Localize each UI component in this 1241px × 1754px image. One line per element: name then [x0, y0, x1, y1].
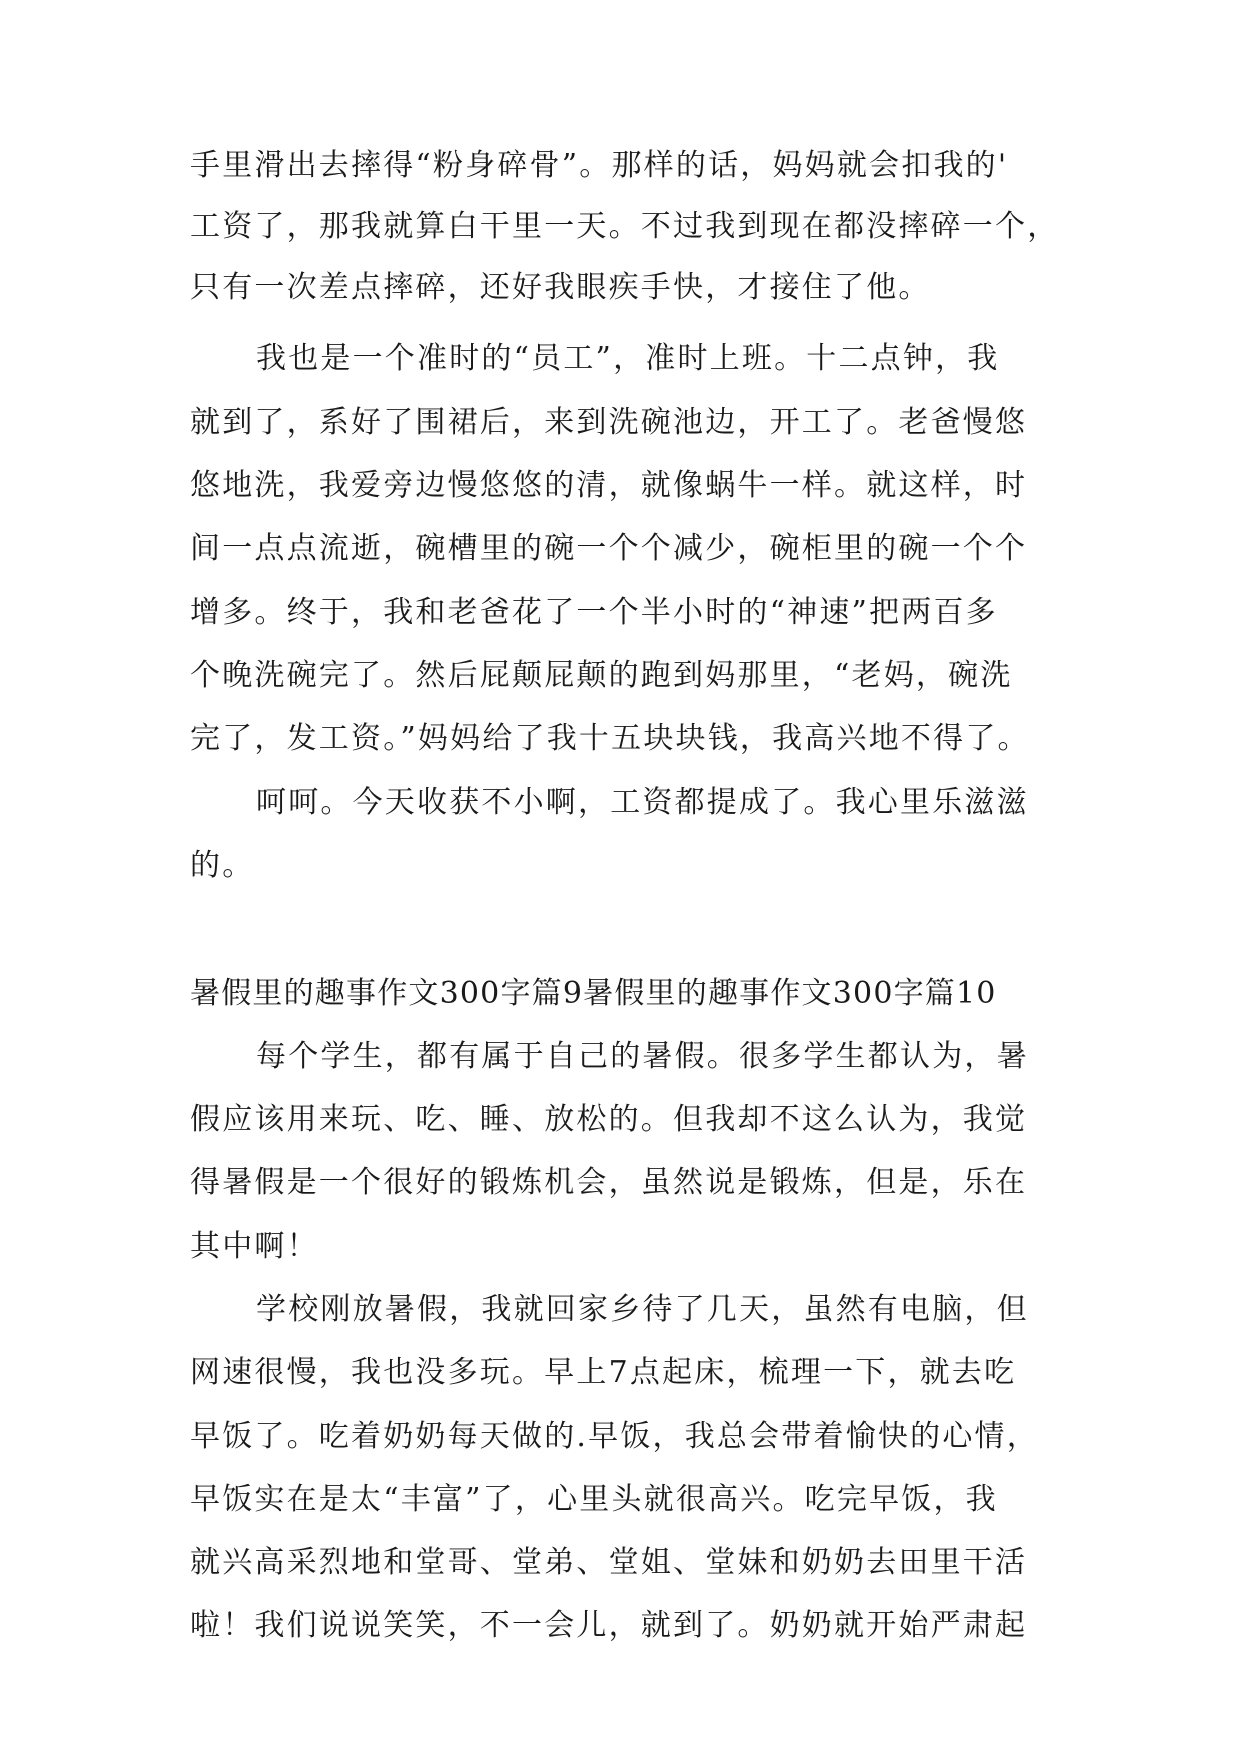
- paragraph-line: 学校刚放暑假，我就回家乡待了几天，虽然有电脑，但: [256, 1292, 1029, 1327]
- paragraph-line: 就到了，系好了围裙后，来到洗碗池边，开工了。老爸慢悠: [190, 405, 1028, 440]
- paragraph-line: 早饭了。吃着奶奶每天做的.早饭，我总会带着愉快的心情，: [190, 1419, 1039, 1454]
- paragraph-line: 手里滑出去摔得“粉身碎骨”。那样的话，妈妈就会扣我的': [190, 148, 1009, 183]
- paragraph-line: 其中啊！: [190, 1229, 319, 1264]
- paragraph-line: 我也是一个准时的“员工”，准时上班。十二点钟，我: [256, 341, 1000, 376]
- paragraph-line: 个晚洗碗完了。然后屁颠屁颠的跑到妈那里，“老妈，碗洗: [190, 658, 1013, 693]
- paragraph-line: 工资了，那我就算白干里一天。不过我到现在都没摔碎一个，: [190, 209, 1060, 244]
- paragraph-line: 完了，发工资。”妈妈给了我十五块块钱，我高兴地不得了。: [190, 721, 1030, 756]
- paragraph-line: 悠地洗，我爱旁边慢悠悠的清，就像蜗牛一样。就这样，时: [190, 468, 1028, 503]
- paragraph-line: 增多。终于，我和老爸花了一个半小时的“神速”把两百多: [190, 595, 998, 630]
- paragraph-line: 只有一次差点摔碎，还好我眼疾手快，才接住了他。: [190, 270, 931, 305]
- paragraph-line: 早饭实在是太“丰富”了，心里头就很高兴。吃完早饭，我: [190, 1482, 998, 1517]
- paragraph-line: 得暑假是一个很好的锻炼机会，虽然说是锻炼，但是，乐在: [190, 1165, 1028, 1200]
- paragraph-line: 啦！我们说说笑笑，不一会儿，就到了。奶奶就开始严肃起: [190, 1608, 1028, 1643]
- paragraph-line: 的。: [190, 848, 255, 883]
- paragraph-line: 每个学生，都有属于自己的暑假。很多学生都认为，暑: [256, 1039, 1029, 1074]
- paragraph-line: 呵呵。今天收获不小啊，工资都提成了。我心里乐滋滋: [256, 785, 1029, 820]
- section-heading: 暑假里的趣事作文300字篇9暑假里的趣事作文300字篇10: [190, 976, 997, 1011]
- paragraph-line: 间一点点流逝，碗槽里的碗一个个减少，碗柜里的碗一个个: [190, 531, 1028, 566]
- paragraph-line: 就兴高采烈地和堂哥、堂弟、堂姐、堂妹和奶奶去田里干活: [190, 1545, 1028, 1580]
- paragraph-line: 假应该用来玩、吃、睡、放松的。但我却不这么认为，我觉: [190, 1102, 1028, 1137]
- paragraph-line: 网速很慢，我也没多玩。早上7点起床，梳理一下，就去吃: [190, 1355, 1017, 1390]
